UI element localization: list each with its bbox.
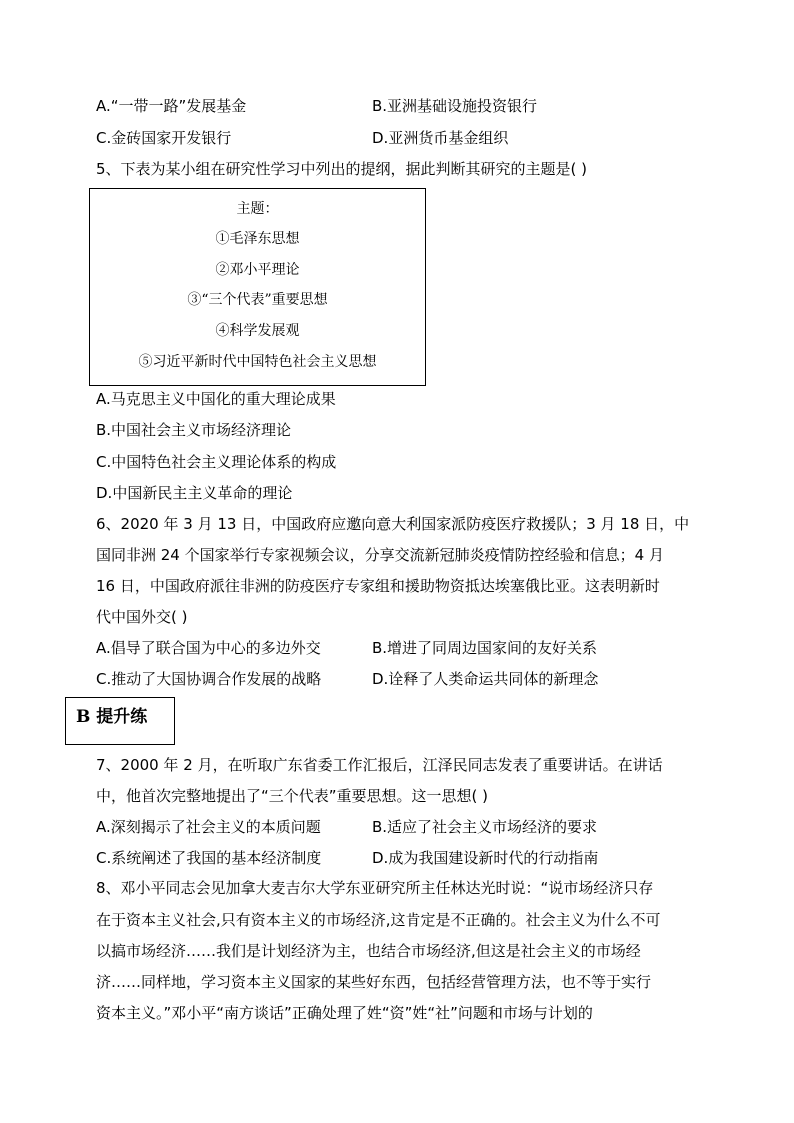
q7-stem-line: 中，他首次完整地提出了“三个代表”重要思想。这一思想( ): [96, 787, 489, 805]
q5-stem: 5、下表为某小组在研究性学习中列出的提纲，据此判断其研究的主题是( ): [96, 160, 588, 178]
outline-item: ⑤习近平新时代中国特色社会主义思想: [138, 354, 377, 370]
q6-stem-line: 国同非洲 24 个国家举行专家视频会议，分享交流新冠肺炎疫情防控经验和信息；4 月: [96, 546, 664, 564]
q7-option-d: D.成为我国建设新时代的行动指南: [372, 849, 599, 867]
q6-stem-line: 6、2020 年 3 月 13 日，中国政府应邀向意大利国家派防疫医疗救援队；3 月 18 日，中: [96, 515, 690, 533]
section-b-box: [65, 697, 175, 745]
q8-stem-line: 以搞市场经济……我们是计划经济为主，也结合市场经济,但这是社会主义的市场经: [96, 942, 641, 960]
outline-heading: 主题：: [236, 201, 279, 217]
q6-option-a: A.倡导了联合国为中心的多边外交: [96, 639, 321, 657]
q7-stem-line: 7、2000 年 2 月，在听取广东省委工作汇报后，江泽民同志发表了重要讲话。在讲话: [96, 756, 663, 774]
q5-outline-box: [89, 188, 426, 386]
q7-option-c: C.系统阐述了我国的基本经济制度: [96, 849, 322, 867]
q6-stem-line: 代中国外交( ): [96, 608, 188, 626]
q8-stem-line: 济……同样地，学习资本主义国家的某些好东西，包括经营管理方法，也不等于实行: [96, 973, 652, 991]
q5-option-a: A.马克思主义中国化的重大理论成果: [96, 390, 336, 408]
outline-item: ③“三个代表”重要思想: [187, 292, 328, 308]
q7-option-b: B.适应了社会主义市场经济的要求: [372, 818, 598, 836]
q8-stem-line: 资本主义。”邓小平“南方谈话”正确处理了姓“资”姓“社”问题和市场与计划的: [96, 1004, 593, 1022]
q4-option-d: D.亚洲货币基金组织: [372, 129, 509, 147]
q5-option-c: C.中国特色社会主义理论体系的构成: [96, 453, 337, 471]
q6-stem-line: 16 日，中国政府派往非洲的防疫医疗专家组和援助物资抵达埃塞俄比亚。这表明新时: [96, 577, 660, 595]
outline-item: ②邓小平理论: [215, 262, 300, 278]
q6-option-d: D.诠释了人类命运共同体的新理念: [372, 670, 599, 688]
q8-stem-line: 8、邓小平同志会见加拿大麦吉尔大学东亚研究所主任林达光时说：“说市场经济只存: [96, 879, 654, 897]
q6-option-c: C.推动了大国协调合作发展的战略: [96, 670, 322, 688]
q7-option-a: A.深刻揭示了社会主义的本质问题: [96, 818, 321, 836]
section-b-label: B 提升练: [76, 707, 148, 727]
q4-option-c: C.金砖国家开发银行: [96, 129, 232, 147]
q5-option-b: B.中国社会主义市场经济理论: [96, 421, 292, 439]
outline-item: ④科学发展观: [215, 323, 300, 339]
q5-option-d: D.中国新民主主义革命的理论: [96, 484, 293, 502]
q4-option-a: A.“一带一路”发展基金: [96, 97, 247, 115]
q8-stem-line: 在于资本主义社会,只有资本主义的市场经济,这肯定是不正确的。社会主义为什么不可: [96, 911, 661, 929]
q6-option-b: B.增进了同周边国家间的友好关系: [372, 639, 598, 657]
q4-option-b: B.亚洲基础设施投资银行: [372, 97, 538, 115]
outline-item: ①毛泽东思想: [215, 231, 300, 247]
